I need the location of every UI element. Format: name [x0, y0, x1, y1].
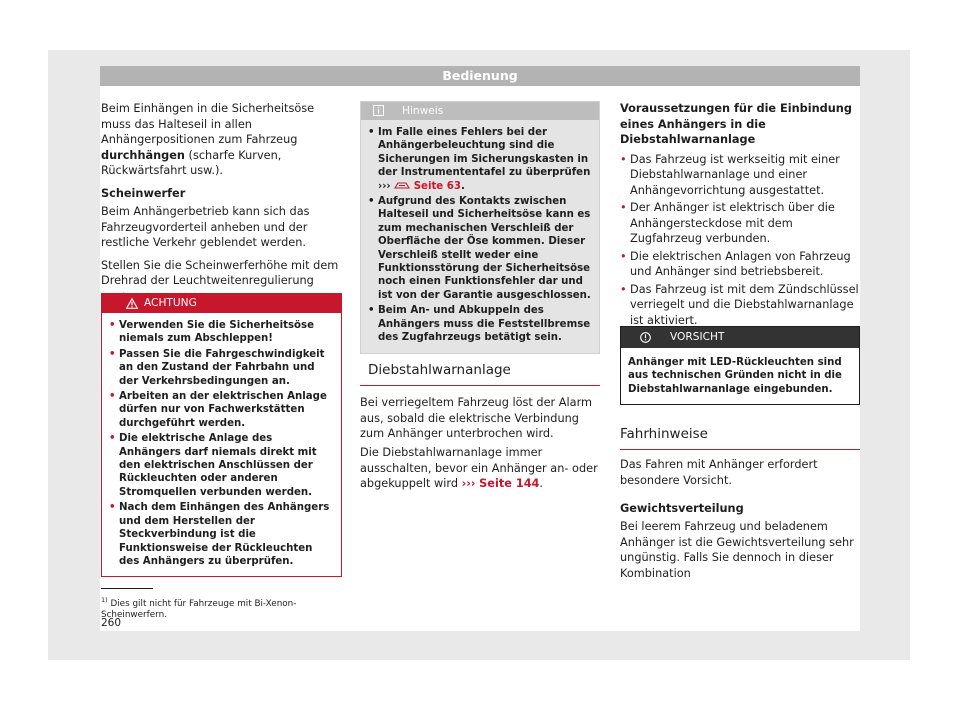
list-text: Im Falle eines Fehlers bei der Anhängerbeleuchtung sind die Sicherungen im Sicherungskasten in der Instrumententafel zu überprüfen — [378, 127, 591, 179]
list-text: Der Anhänger ist elektrisch über die Anhängersteckdose mit dem Zugfahrzeug verbunden. — [630, 201, 835, 245]
list-item — [368, 195, 593, 302]
bullet-icon: • — [620, 152, 627, 166]
list-item — [109, 348, 335, 388]
list-item — [368, 304, 593, 344]
paragraph-intro — [101, 101, 339, 179]
page-number: 260 — [101, 617, 122, 629]
list-text: Das Fahrzeug ist mit dem Zündschlüssel verriegelt und die Diebstahlwarnanlage ist aktiviert. — [630, 282, 859, 327]
footnote-text: Dies gilt nicht für Fahrzeuge mit Bi-Xenon-Scheinwerfern. — [101, 598, 297, 620]
bullet-icon: • — [620, 201, 627, 214]
list-text: Verwenden Sie die Sicherheitsöse niemals zum Abschleppen! — [119, 320, 314, 345]
subheading-voraussetzungen: Voraussetzungen für die Einbindung eines Anhängers in die Diebstahlwarnanlage — [620, 102, 852, 146]
list-text: Die elektrischen Anlagen von Fahrzeug und Anhänger sind betriebsbereit. — [630, 249, 851, 278]
list-text: Beim An- und Abkuppeln des Anhängers muss die Feststellbremse des Zugfahrzeugs betätigt sein. — [378, 305, 591, 344]
bullet-icon: • — [620, 282, 627, 296]
subheading-gewichtsverteilung: Gewichtsverteilung — [620, 502, 744, 515]
paragraph-reference — [360, 445, 600, 492]
bullet-icon: • — [368, 127, 375, 138]
list-text: Passen Sie die Fahrgeschwindigkeit an den Zustand der Fahrbahn und der Verkehrsbedingungen an. — [119, 348, 325, 387]
caution-circle-icon — [640, 332, 651, 343]
list-item — [109, 501, 335, 568]
list-item — [368, 126, 593, 193]
note-title: Hinweis — [402, 105, 444, 117]
page-link[interactable]: Seite 144 — [479, 477, 540, 490]
paragraph: Bei verriegeltem Fahrzeug löst der Alarm aus, sobald die elektrische Verbindung zum Anhänger unterbrochen wird. — [360, 396, 593, 440]
warning-header — [102, 294, 341, 313]
warning-triangle-icon — [126, 298, 138, 309]
bullet-icon: • — [109, 502, 116, 514]
caution-body: Anhänger mit LED-Rückleuchten sind aus technischen Gründen nicht in die Diebstahlwarnanlage eingebunden. — [628, 357, 842, 395]
text: . — [539, 477, 544, 490]
page-header: Bedienung — [100, 66, 860, 86]
page-link[interactable]: Seite 63 — [413, 180, 461, 192]
info-icon — [373, 105, 384, 116]
section-title-diebstahlwarnanlage: Diebstahlwarnanlage — [360, 363, 600, 386]
warning-title: ACHTUNG — [144, 297, 197, 309]
note-header — [361, 102, 599, 120]
bullet-icon: • — [109, 433, 116, 445]
list-item — [620, 282, 860, 329]
bullet-icon: • — [109, 320, 116, 331]
bold-term: durchhängen — [101, 148, 185, 162]
list-text: Nach dem Einhängen des Anhängers und dem Herstellen der Steckverbindung ist die Funktionsweise der Rückleuchten des Anhängers zu überprüfen. — [119, 502, 330, 567]
caution-box — [620, 326, 860, 405]
list-item — [620, 152, 860, 199]
list-item — [620, 249, 860, 280]
warning-box — [101, 293, 342, 577]
list-text: Aufgrund des Kontakts zwischen Halteseil und Sicherheitsöse kann es zum mechanischen Verschleiß der Oberfläche der Öse kommen. Dieser Verschleiß stellt weder eine Funktionsstörung der Sicherheitsöse noch einen Funktionsfehler dar und ist von der Garantie ausgeschlossen. — [378, 196, 591, 301]
footnote-rule — [101, 588, 153, 589]
caution-title: VORSICHT — [670, 331, 725, 343]
note-body — [361, 120, 599, 353]
caution-header — [621, 327, 859, 348]
footnote — [101, 595, 346, 621]
reference-arrows: ››› — [378, 180, 391, 192]
bullet-icon: • — [368, 196, 375, 208]
list-text: Das Fahrzeug ist werkseitig mit einer Diebstahlwarnanlage und einer Anhängevorrichtung ausgestattet. — [630, 152, 840, 197]
bullet-icon: • — [109, 348, 116, 360]
list-item — [109, 319, 335, 346]
warning-body — [102, 313, 341, 576]
text: (scharfe Kurven, Rückwärtsfahrt usw.). — [101, 148, 282, 177]
paragraph: Das Fahren mit Anhänger erfordert besondere Vorsicht. — [620, 458, 818, 487]
bullet-icon: • — [368, 305, 375, 317]
paragraph: Bei leerem Fahrzeug und beladenem Anhänger ist die Gewichtsverteilung sehr ungünstig. Falls Sie dennoch in dieser Kombination — [620, 520, 854, 580]
text: Die Diebstahlwarnanlage immer ausschalten, bevor ein Anhänger an- oder abgekuppelt wird — [360, 446, 598, 490]
paragraph: Beim Anhängerbetrieb kann sich das Fahrzeugvorderteil anheben und der restliche Verkehr geblendet werden. — [101, 205, 310, 249]
subheading-scheinwerfer: Scheinwerfer — [101, 186, 186, 200]
column-middle — [360, 101, 600, 490]
bullet-icon: • — [620, 249, 627, 263]
column-right — [620, 101, 860, 580]
list-item — [620, 200, 860, 247]
fuse-box-icon — [394, 181, 410, 190]
section-title-fahrhinweise: Fahrhinweise — [620, 427, 860, 450]
text: Stellen Sie die Scheinwerferhöhe mit dem Drehrad der Leuchtweitenregulierung — [101, 258, 339, 287]
list-text: Die elektrische Anlage des Anhängers darf niemals direkt mit den elektrischen Anschlüssen der Rückleuchten oder anderen Stromquellen verbunden werden. — [119, 433, 317, 498]
text: Beim Einhängen in die Sicherheitsöse muss das Halteseil in allen Anhängerpositionen zum Fahrzeug — [101, 102, 315, 146]
reference-arrows: ››› — [461, 477, 476, 490]
list-item — [109, 432, 335, 499]
list-text: Arbeiten an der elektrischen Anlage dürfen nur von Fachwerkstätten durchgeführt werden. — [119, 391, 327, 429]
bullet-icon: • — [109, 391, 116, 403]
text: . — [460, 180, 465, 192]
list-item — [109, 390, 335, 430]
footnote-marker: 1) — [101, 596, 108, 604]
column-left — [101, 101, 339, 567]
note-box — [360, 101, 600, 354]
